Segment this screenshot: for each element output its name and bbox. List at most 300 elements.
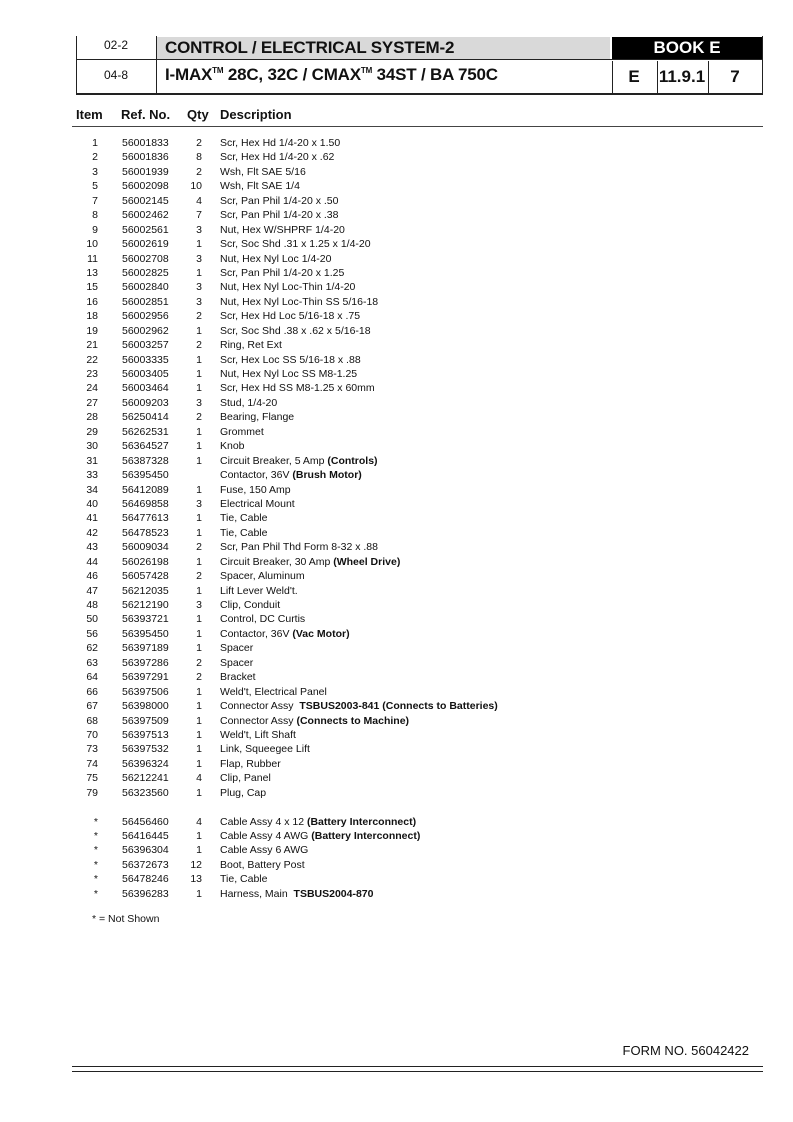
description-text: Tie, Cable xyxy=(220,512,268,525)
description xyxy=(220,381,375,395)
reference-number: 56001833 xyxy=(122,137,169,149)
description xyxy=(220,555,400,569)
item-number: 1 xyxy=(92,137,98,149)
model-subtitle: I-MAX™ 28C, 32C / CMAX™ 34ST / BA 750C xyxy=(165,65,498,84)
description-text: Stud, 1/4-20 xyxy=(220,396,278,409)
description xyxy=(220,887,374,901)
quantity: 1 xyxy=(196,483,202,496)
description-text: Wsh, Flt SAE 5/16 xyxy=(220,165,306,178)
description xyxy=(220,584,298,598)
description-text: Plug, Cap xyxy=(220,786,267,799)
table-row xyxy=(0,497,793,511)
item-number: 13 xyxy=(86,266,98,279)
quantity: 3 xyxy=(196,223,202,236)
item-number: 31 xyxy=(86,454,98,467)
column-header-qty: Qty xyxy=(187,107,209,122)
quantity: 3 xyxy=(196,281,202,294)
description-text: Circuit Breaker, 30 Amp xyxy=(220,555,334,568)
table-row xyxy=(0,757,793,771)
revision-date-1: 02-2 xyxy=(103,38,129,52)
reference-number: 56396304 xyxy=(122,844,169,857)
item-number: 8 xyxy=(92,209,98,222)
table-row xyxy=(0,295,793,309)
description-text: Scr, Pan Phil Thd Form 8-32 x .88 xyxy=(220,541,378,554)
description xyxy=(220,612,305,626)
reference-number: 56002561 xyxy=(122,223,169,236)
quantity: 1 xyxy=(196,757,202,770)
reference-number: 56397286 xyxy=(122,656,169,669)
item-number: 50 xyxy=(86,613,98,626)
table-row xyxy=(0,540,793,554)
item-number: 56 xyxy=(86,627,98,640)
table-row xyxy=(0,641,793,655)
description xyxy=(220,454,378,468)
quantity: 10 xyxy=(190,180,202,193)
description xyxy=(220,511,267,525)
description xyxy=(220,237,371,251)
quantity: 3 xyxy=(196,497,202,510)
description-text: Nut, Hex Nyl Loc-Thin SS 5/16-18 xyxy=(220,295,379,308)
quantity: 3 xyxy=(196,396,202,409)
description-text: Spacer, Aluminum xyxy=(220,570,305,583)
description xyxy=(220,324,371,338)
table-row xyxy=(0,670,793,684)
item-number: 41 xyxy=(86,512,98,525)
table-row xyxy=(0,194,793,208)
item-number: 19 xyxy=(86,324,98,337)
table-row xyxy=(0,381,793,395)
quantity: 1 xyxy=(196,238,202,251)
description-text: Connector Assy xyxy=(220,700,300,713)
description-text: Harness, Main xyxy=(220,887,294,900)
quantity: 1 xyxy=(196,830,202,842)
description-text: Grommet xyxy=(220,425,264,438)
description-text: Weld't, Electrical Panel xyxy=(220,685,327,698)
quantity: 1 xyxy=(196,324,202,337)
reference-number: 56412089 xyxy=(122,483,169,496)
description xyxy=(220,468,362,482)
description xyxy=(220,425,264,439)
description xyxy=(220,353,361,367)
description-text: Knob xyxy=(220,440,245,453)
table-row xyxy=(0,786,793,800)
section-number: 11.9.1 xyxy=(658,67,706,86)
table-row xyxy=(0,439,793,453)
reference-number: 56395450 xyxy=(122,469,169,482)
table-row xyxy=(0,714,793,728)
quantity: 1 xyxy=(196,382,202,395)
reference-number: 56002956 xyxy=(122,310,169,323)
table-row xyxy=(0,815,793,829)
item-number: 7 xyxy=(92,194,98,207)
item-number: 22 xyxy=(86,353,98,366)
reference-number: 56397189 xyxy=(122,642,169,655)
table-row xyxy=(0,223,793,237)
description xyxy=(220,497,295,511)
reference-number: 56397291 xyxy=(122,671,169,684)
item-number: 44 xyxy=(86,555,98,568)
item-number: 3 xyxy=(92,165,98,178)
description-text: Wsh, Flt SAE 1/4 xyxy=(220,180,300,193)
page-number: 7 xyxy=(730,67,740,86)
column-header-ref: Ref. No. xyxy=(121,107,171,122)
quantity: 1 xyxy=(196,512,202,525)
description-text: Link, Squeegee Lift xyxy=(220,743,310,756)
table-row xyxy=(0,858,793,872)
page-title: CONTROL / ELECTRICAL SYSTEM-2 xyxy=(165,38,455,57)
reference-number: 56009034 xyxy=(122,541,169,554)
table-row xyxy=(0,252,793,266)
reference-number: 56003405 xyxy=(122,368,169,380)
description-text: Contactor, 36V xyxy=(220,627,293,640)
quantity: 1 xyxy=(196,642,202,655)
description xyxy=(220,757,281,771)
description xyxy=(220,367,357,381)
table-row xyxy=(0,887,793,901)
item-number: 27 xyxy=(86,396,98,409)
quantity: 1 xyxy=(196,700,202,713)
quantity: 4 xyxy=(196,772,202,785)
reference-number: 56212241 xyxy=(122,772,169,785)
reference-number: 56397506 xyxy=(122,685,169,698)
quantity: 2 xyxy=(196,165,202,178)
item-number: * xyxy=(93,830,98,842)
description-note: (Battery Interconnect) xyxy=(311,830,421,842)
quantity: 7 xyxy=(196,209,202,222)
quantity: 13 xyxy=(190,873,202,886)
description-text: Cable Assy 4 AWG xyxy=(220,830,312,842)
item-number: 42 xyxy=(86,526,98,539)
table-row xyxy=(0,280,793,294)
reference-number: 56002825 xyxy=(122,266,169,279)
description xyxy=(220,742,310,756)
item-number: 62 xyxy=(86,642,98,655)
description xyxy=(220,815,416,829)
item-number: 46 xyxy=(86,570,98,583)
quantity: 3 xyxy=(196,599,202,611)
reference-number: 56395450 xyxy=(122,627,169,640)
quantity: 2 xyxy=(196,656,202,669)
table-row xyxy=(0,425,793,439)
table-row xyxy=(0,511,793,525)
table-row xyxy=(0,237,793,251)
table-row xyxy=(0,843,793,857)
description-text: Electrical Mount xyxy=(220,497,295,510)
reference-number: 56398000 xyxy=(122,700,169,713)
quantity: 2 xyxy=(196,310,202,323)
description xyxy=(220,439,245,453)
reference-number: 56397509 xyxy=(122,714,169,727)
item-number: 33 xyxy=(86,469,98,482)
description-text: Spacer xyxy=(220,656,254,669)
reference-number: 56397513 xyxy=(122,728,169,741)
description-text: Scr, Hex Hd 1/4-20 x .62 xyxy=(220,151,335,164)
item-number: 74 xyxy=(86,757,98,770)
item-number: 16 xyxy=(86,295,98,308)
parts-list xyxy=(0,136,793,901)
description xyxy=(220,728,296,742)
description-text: Scr, Soc Shd .38 x .62 x 5/16-18 xyxy=(220,324,371,337)
quantity: 1 xyxy=(196,425,202,438)
reference-number: 56009203 xyxy=(122,396,169,409)
quantity: 2 xyxy=(196,137,202,149)
item-number: 18 xyxy=(86,310,98,323)
description-text: Scr, Hex Hd 1/4-20 x 1.50 xyxy=(220,137,341,149)
description-text: Connector Assy xyxy=(220,714,297,727)
ref-divider xyxy=(657,61,658,93)
quantity: 1 xyxy=(196,728,202,741)
table-row xyxy=(0,699,793,713)
table-row xyxy=(0,324,793,338)
reference-number: 56416445 xyxy=(122,830,169,842)
table-row xyxy=(0,483,793,497)
table-row xyxy=(0,800,793,814)
description-text: Nut, Hex Nyl Loc-Thin 1/4-20 xyxy=(220,281,356,294)
table-row xyxy=(0,468,793,482)
description xyxy=(220,685,327,699)
item-number: * xyxy=(93,887,98,900)
item-number: 11 xyxy=(87,252,98,265)
table-row xyxy=(0,728,793,742)
table-row xyxy=(0,165,793,179)
description xyxy=(220,194,338,208)
reference-number: 56364527 xyxy=(122,440,169,453)
reference-number: 56002708 xyxy=(122,252,169,265)
reference-number: 56001939 xyxy=(122,165,169,178)
reference-number: 56002962 xyxy=(122,324,169,337)
description-text: Scr, Pan Phil 1/4-20 x .38 xyxy=(220,209,339,222)
description-note: (Controls) xyxy=(327,454,378,467)
reference-number: 56397532 xyxy=(122,743,169,756)
item-number: 73 xyxy=(86,743,98,756)
item-number: 40 xyxy=(86,497,98,510)
reference-number: 56002840 xyxy=(122,281,169,294)
section-reference xyxy=(612,61,762,93)
item-number: 29 xyxy=(86,425,98,438)
quantity: 1 xyxy=(196,555,202,568)
quantity: 1 xyxy=(196,368,202,380)
table-row xyxy=(0,367,793,381)
item-number: 15 xyxy=(86,281,98,294)
quantity: 1 xyxy=(196,454,202,467)
item-number: * xyxy=(93,844,98,857)
description-text: Fuse, 150 Amp xyxy=(220,483,291,496)
description-note: TSBUS2003-841 (Connects to Batteries) xyxy=(299,700,498,713)
footnote: * = Not Shown xyxy=(92,913,160,925)
item-number: 48 xyxy=(86,599,98,611)
reference-number: 56478523 xyxy=(122,526,169,539)
table-row xyxy=(0,685,793,699)
reference-number: 56478246 xyxy=(122,873,169,886)
reference-number: 56057428 xyxy=(122,570,169,583)
table-row xyxy=(0,266,793,280)
item-number: 34 xyxy=(86,483,98,496)
item-number: 68 xyxy=(86,714,98,727)
description-text: Scr, Soc Shd .31 x 1.25 x 1/4-20 xyxy=(220,238,371,251)
description xyxy=(220,829,420,843)
reference-number: 56002145 xyxy=(122,194,169,207)
description xyxy=(220,280,355,294)
description xyxy=(220,295,378,309)
description-text: Scr, Hex Loc SS 5/16-18 x .88 xyxy=(220,353,361,366)
trademark-mark: TM xyxy=(360,66,373,75)
description xyxy=(220,699,498,713)
reference-number: 56001836 xyxy=(122,151,169,164)
reference-number: 56002098 xyxy=(122,180,169,193)
table-row xyxy=(0,569,793,583)
quantity: 2 xyxy=(196,411,202,424)
description-text: Nut, Hex W/SHPRF 1/4-20 xyxy=(220,223,345,236)
description xyxy=(220,540,378,554)
reference-number: 56396324 xyxy=(122,757,169,770)
description-text: Cable Assy 6 AWG xyxy=(220,844,309,857)
description xyxy=(220,670,256,684)
item-number: * xyxy=(93,815,98,828)
description-text: Tie, Cable xyxy=(220,526,268,539)
description xyxy=(220,266,344,280)
book-label: BOOK E xyxy=(612,37,762,59)
quantity: 1 xyxy=(196,526,202,539)
description-note: (Wheel Drive) xyxy=(333,555,401,568)
quantity: 4 xyxy=(196,815,202,828)
description xyxy=(220,136,340,150)
description xyxy=(220,526,267,540)
header-border-date xyxy=(156,36,157,94)
reference-number: 56003257 xyxy=(122,339,169,352)
quantity: 3 xyxy=(196,295,202,308)
description-text: Clip, Conduit xyxy=(220,599,281,611)
reference-number: 56387328 xyxy=(122,454,169,467)
quantity: 2 xyxy=(196,339,202,352)
description xyxy=(220,338,282,352)
table-row xyxy=(0,309,793,323)
reference-number: 56323560 xyxy=(122,786,169,799)
item-number: 79 xyxy=(86,786,98,799)
description xyxy=(220,714,409,728)
description-text: Circuit Breaker, 5 Amp xyxy=(220,454,328,467)
description xyxy=(220,598,280,612)
quantity: 4 xyxy=(196,194,202,207)
description-text: Clip, Panel xyxy=(220,772,271,785)
form-number: FORM NO. 56042422 xyxy=(622,1043,749,1058)
table-row xyxy=(0,526,793,540)
quantity: 1 xyxy=(196,584,202,597)
table-row xyxy=(0,656,793,670)
description xyxy=(220,208,338,222)
header-border-bottom xyxy=(76,93,763,95)
table-row xyxy=(0,136,793,150)
description-text: Spacer xyxy=(220,642,254,655)
item-number: 30 xyxy=(86,440,98,453)
table-row xyxy=(0,742,793,756)
item-number: 66 xyxy=(86,685,98,698)
quantity: 1 xyxy=(196,627,202,640)
reference-number: 56003464 xyxy=(122,382,169,395)
quantity: 3 xyxy=(196,252,202,265)
reference-number: 56456460 xyxy=(122,815,169,828)
item-number: 5 xyxy=(92,180,98,193)
description xyxy=(220,641,253,655)
footer-rule xyxy=(72,1071,763,1072)
reference-number: 56250414 xyxy=(122,411,169,424)
quantity: 1 xyxy=(196,440,202,453)
description xyxy=(220,165,306,179)
table-row xyxy=(0,598,793,612)
table-row xyxy=(0,338,793,352)
item-number: 43 xyxy=(86,541,98,554)
reference-number: 56396283 xyxy=(122,887,169,900)
item-number: 24 xyxy=(86,382,98,395)
description xyxy=(220,872,267,886)
reference-number: 56372673 xyxy=(122,858,169,871)
table-row xyxy=(0,584,793,598)
item-number: 47 xyxy=(86,584,98,597)
description-text: Nut, Hex Nyl Loc 1/4-20 xyxy=(220,252,332,265)
description-text: Scr, Hex Hd Loc 5/16-18 x .75 xyxy=(220,310,361,323)
description xyxy=(220,150,334,164)
quantity: 2 xyxy=(196,671,202,684)
quantity: 1 xyxy=(196,353,202,366)
header-border-right xyxy=(762,36,763,94)
table-row xyxy=(0,208,793,222)
reference-number: 56026198 xyxy=(122,555,169,568)
item-number: 28 xyxy=(86,411,98,424)
description xyxy=(220,627,350,641)
column-header-item: Item xyxy=(76,107,103,122)
table-row xyxy=(0,555,793,569)
quantity: 1 xyxy=(196,786,202,799)
item-number: 63 xyxy=(86,656,98,669)
quantity: 2 xyxy=(196,541,202,554)
description-text: Ring, Ret Ext xyxy=(220,339,282,352)
reference-number: 56477613 xyxy=(122,512,169,525)
item-number: 70 xyxy=(86,728,98,741)
description xyxy=(220,483,291,497)
table-row xyxy=(0,627,793,641)
column-header-rule xyxy=(72,126,763,127)
item-number: 23 xyxy=(86,368,98,380)
reference-number: 56469858 xyxy=(122,497,169,510)
description-text: Control, DC Curtis xyxy=(220,613,306,626)
description-text: Flap, Rubber xyxy=(220,757,281,770)
table-row xyxy=(0,353,793,367)
description-text: Boot, Battery Post xyxy=(220,858,305,871)
description xyxy=(220,771,271,785)
description-note: (Connects to Machine) xyxy=(296,714,410,727)
quantity: 8 xyxy=(196,151,202,164)
description xyxy=(220,396,277,410)
description-note: (Vac Motor) xyxy=(292,627,350,640)
description-note: (Battery Interconnect) xyxy=(306,815,417,828)
reference-number: 56002851 xyxy=(122,295,169,308)
description-text: Nut, Hex Nyl Loc SS M8-1.25 xyxy=(220,368,358,380)
item-number: 21 xyxy=(86,339,98,352)
table-row xyxy=(0,612,793,626)
table-row xyxy=(0,179,793,193)
item-number: * xyxy=(93,858,98,871)
item-number: 75 xyxy=(86,772,98,785)
description xyxy=(220,843,308,857)
description-text: Bracket xyxy=(220,671,256,684)
description-text: Cable Assy 4 x 12 xyxy=(220,815,307,828)
description-text: Contactor, 36V xyxy=(220,469,293,482)
reference-number: 56002462 xyxy=(122,209,169,222)
revision-date-2: 04-8 xyxy=(103,68,129,82)
description-text: Tie, Cable xyxy=(220,873,268,886)
table-row xyxy=(0,872,793,886)
column-header-description: Description xyxy=(220,107,292,122)
quantity: 1 xyxy=(196,266,202,279)
